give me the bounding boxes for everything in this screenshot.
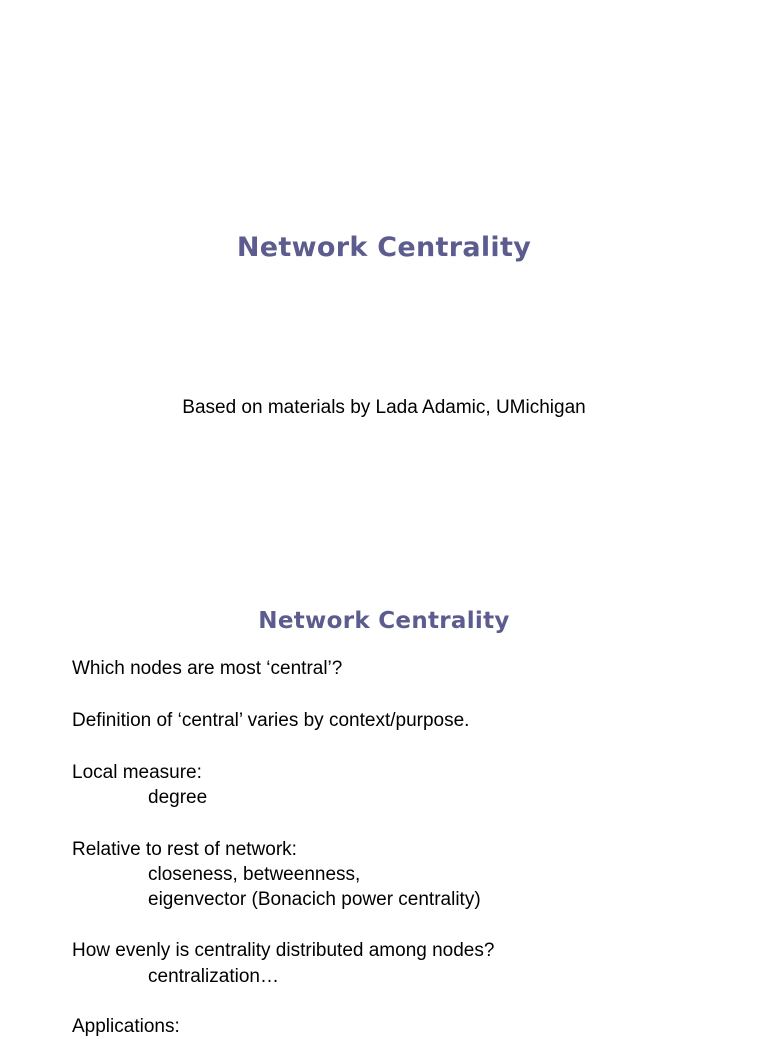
relative-measure-heading: Relative to rest of network: <box>72 839 297 860</box>
relative-measure-item: closeness, betweenness, <box>148 864 361 885</box>
local-measure-item: degree <box>148 787 208 808</box>
question-central-nodes: Which nodes are most ‘central’? <box>72 658 343 679</box>
distribution-item: centralization… <box>148 966 279 987</box>
slide-subtitle: Based on materials by Lada Adamic, UMichigan <box>182 397 586 418</box>
distribution-question: How evenly is centrality distributed among nodes? <box>72 940 495 961</box>
slide-title: Network Centrality <box>236 232 532 263</box>
section-title: Network Centrality <box>258 608 510 634</box>
applications-heading: Applications: <box>72 1016 180 1037</box>
local-measure-heading: Local measure: <box>72 762 202 783</box>
definition-line: Definition of ‘central’ varies by context/purpose. <box>72 710 470 731</box>
relative-measure-item: eigenvector (Bonacich power centrality) <box>148 889 481 910</box>
